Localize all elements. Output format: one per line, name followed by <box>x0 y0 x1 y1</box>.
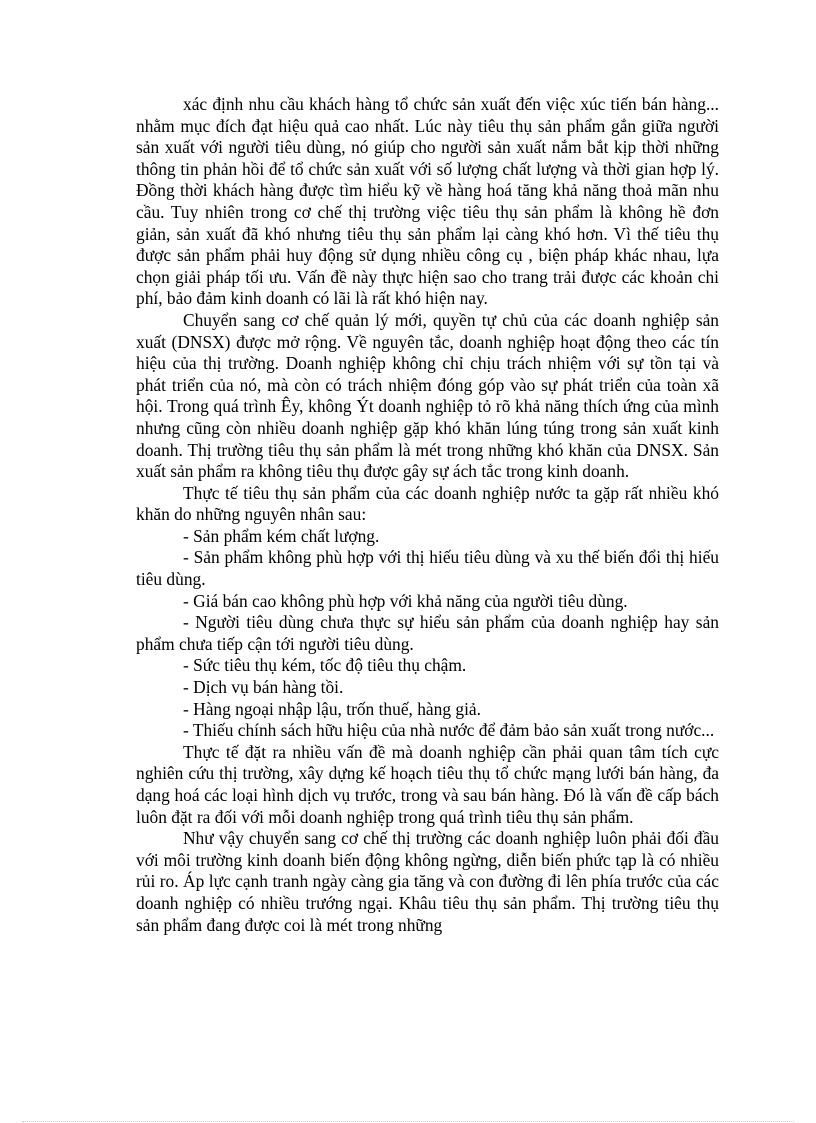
paragraph-4: Thực tế đặt ra nhiều vấn đề mà doanh nghiệp cần phải quan tâm tích cực nghiên cứu thị trường, xây dựng kế hoạch tiêu thụ tổ chức mạng lưới bán hàng, đa dạng hoá các loại hình dịch vụ trước, trong và sau bán hàng. Đó là vấn đề cấp bách luôn đặt ra đối với mỗi doanh nghiệp trong quá trình tiêu thụ sản phẩm. <box>136 741 719 827</box>
paragraph-2: Chuyển sang cơ chế quản lý mới, quyền tự chủ của các doanh nghiệp sản xuất (DNSX) được mở rộng. Về nguyên tắc, doanh nghiệp hoạt động theo các tín hiệu của thị trường. Doanh nghiệp không chỉ chịu trách nhiệm với sự tồn tại và phát triển của nó, mà còn có trách nhiệm đóng góp vào sự phát triển của toàn xã hội. Trong quá trình Êy, không Ýt doanh nghiệp tỏ rõ khả năng thích ứng của mình nhưng cũng còn nhiều doanh nghiệp gặp khó khăn lúng túng trong sản xuất kinh doanh. Thị trường tiêu thụ sản phẩm là mét trong những khó khăn của DNSX. Sản xuất sản phẩm ra không tiêu thụ được gây sự ách tắc trong kinh doanh. <box>136 309 719 482</box>
list-item-5: - Sức tiêu thụ kém, tốc độ tiêu thụ chậm. <box>183 655 467 676</box>
list-item-6: - Dịch vụ bán hàng tồi. <box>183 677 344 698</box>
list-item-2: - Sản phẩm không phù hợp với thị hiếu tiêu dùng và xu thế biến đổi thị hiếu tiêu dùng. <box>136 547 719 590</box>
list-item-7: - Hàng ngoại nhập lậu, trốn thuế, hàng giả. <box>183 698 481 719</box>
list-item-1: - Sản phẩm kém chất lượng. <box>183 525 380 546</box>
list-item-3: - Giá bán cao không phù hợp với khả năng của người tiêu dùng. <box>183 590 628 611</box>
document-page <box>136 94 719 936</box>
paragraph-5: Như vậy chuyển sang cơ chế thị trường các doanh nghiệp luôn phải đối đầu với môi trường kinh doanh biến động không ngừng, diễn biến phức tạp là có nhiều rủi ro. Áp lực cạnh tranh ngày càng gia tăng và con đường đi lên phía trước của các doanh nghiệp có nhiều trướng ngại. Khâu tiêu thụ sản phẩm. Thị trường tiêu thụ sản phẩm đang được coi là mét trong những <box>136 828 719 935</box>
paragraph-1: xác định nhu cầu khách hàng tổ chức sản xuất đến việc xúc tiến bán hàng... nhằm mục đích đạt hiệu quả cao nhất. Lúc này tiêu thụ sản phẩm gắn giữa người sản xuất với người tiêu dùng, nó giúp cho người sản xuất nắm bắt kịp thời những thông tin phản hồi để tổ chức sản xuất với số lượng chất lượng và thời gian hợp lý. Đồng thời khách hàng được tìm hiểu kỹ về hàng hoá tăng khả năng thoả mãn nhu cầu. Tuy nhiên trong cơ chế thị trường việc tiêu thụ sản phẩm là không hề đơn giản, sản xuất đã khó nhưng tiêu thụ sản phẩm lại càng khó hơn. Vì thế tiêu thụ được sản phẩm phải huy động sử dụng nhiều công cụ , biện pháp khác nhau, lựa chọn giải pháp tối ưu. Vấn đề này thực hiện sao cho trang trải được các khoản chi phí, bảo đảm kinh doanh có lãi là rất khó hiện nay. <box>136 94 719 309</box>
page-bottom-divider <box>22 1121 794 1122</box>
list-item-4: - Người tiêu dùng chưa thực sự hiểu sản phẩm của doanh nghiệp hay sản phẩm chưa tiếp cận tới người tiêu dùng. <box>136 612 719 654</box>
list-item-8: - Thiếu chính sách hữu hiệu của nhà nước để đảm bảo sản xuất trong nước... <box>183 720 715 741</box>
paragraph-3: Thực tế tiêu thụ sản phẩm của các doanh nghiệp nước ta gặp rất nhiều khó khăn do những nguyên nhân sau: <box>136 482 719 525</box>
